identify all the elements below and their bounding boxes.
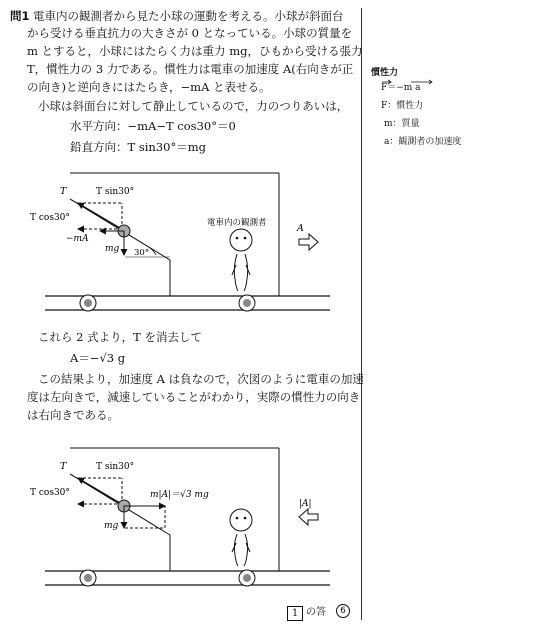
conclusion-line-2: 度は左向きで，減速していることがわかり，実際の慣性力の向き	[27, 390, 361, 404]
label-mg: mg	[105, 244, 120, 254]
label-A-2: |A|	[299, 499, 312, 509]
sidebar-formula: F＝−m a	[381, 83, 421, 93]
observer-figure	[230, 229, 252, 291]
acceleration-arrow	[299, 234, 318, 250]
equation-vertical: 鉛直方向：T sin30°＝mg	[70, 140, 206, 154]
force-box	[124, 506, 165, 528]
column-divider	[361, 8, 362, 620]
problem-label: 問1	[10, 9, 30, 23]
label-Tsin-2: T sin30°	[96, 462, 135, 472]
wheel-left	[80, 295, 96, 311]
incline-block	[70, 199, 170, 296]
wheel-right	[239, 295, 255, 311]
label-Tcos-2: T cos30°	[30, 488, 70, 498]
observer-figure-2	[230, 509, 252, 566]
answer-number-box: 1	[287, 606, 303, 621]
label-observer: 電車内の観測者	[207, 218, 267, 228]
wheel-right-2	[239, 570, 255, 586]
figure-1	[0, 165, 360, 325]
acceleration-arrow-2	[299, 509, 318, 525]
balance-intro: 小球は斜面台に対して静止しているので，力のつりあいは，	[38, 99, 349, 113]
label-A: A	[297, 223, 304, 234]
label-Tcos: T cos30°	[30, 213, 70, 223]
conclusion-line-3: は右向きである。	[27, 408, 119, 422]
sidebar-item-force: F：慣性力	[381, 101, 424, 111]
result-equation: A＝−√3 g	[70, 351, 126, 365]
sidebar-item-mass: m：質量	[384, 119, 420, 129]
label-Tsin: T sin30°	[96, 187, 135, 197]
sidebar-title: 慣性力	[371, 68, 399, 78]
intro-line-1: 電車内の観測者から見た小球の運動を考える。小球が斜面台	[33, 9, 344, 23]
answer-text: の答	[306, 607, 326, 618]
intro-line-4: T，慣性力の 3 力である。慣性力は電車の加速度 A(右向きが正	[27, 62, 354, 76]
sidebar-item-accel: a：観測者の加速度	[384, 137, 462, 147]
intro-line-5: の向き)と逆向きにはたらき，−mA と表せる。	[27, 80, 271, 94]
tension-arrow-2	[78, 478, 122, 504]
label-mg-2: mg	[104, 521, 119, 531]
eliminate-text: これら 2 式より，T を消去して	[38, 330, 202, 344]
label-force-2: m|A|＝√3 mg	[150, 490, 209, 500]
vector-arrows	[381, 78, 461, 88]
label-T-2: T	[60, 461, 67, 472]
equation-horizontal: 水平方向：−mA−T cos30°＝0	[70, 119, 236, 133]
wheel-left-2	[80, 570, 96, 586]
tension-arrow	[78, 203, 122, 229]
figure-2	[0, 440, 360, 600]
label-T: T	[60, 186, 67, 197]
label-angle: 30°	[134, 248, 150, 258]
conclusion-line-1: この結果より，加速度 A は負なので，次図のように電車の加速	[38, 372, 364, 386]
incline-block-2	[70, 474, 170, 571]
intro-line-2: から受ける垂直抗力の大きさが 0 となっている。小球の質量を	[27, 26, 353, 40]
label-mA: −mA	[66, 234, 89, 244]
answer-choice: 6	[336, 604, 350, 618]
intro-line-3: m とすると，小球にはたらく力は重力 mg，ひもから受ける張力	[27, 44, 363, 58]
